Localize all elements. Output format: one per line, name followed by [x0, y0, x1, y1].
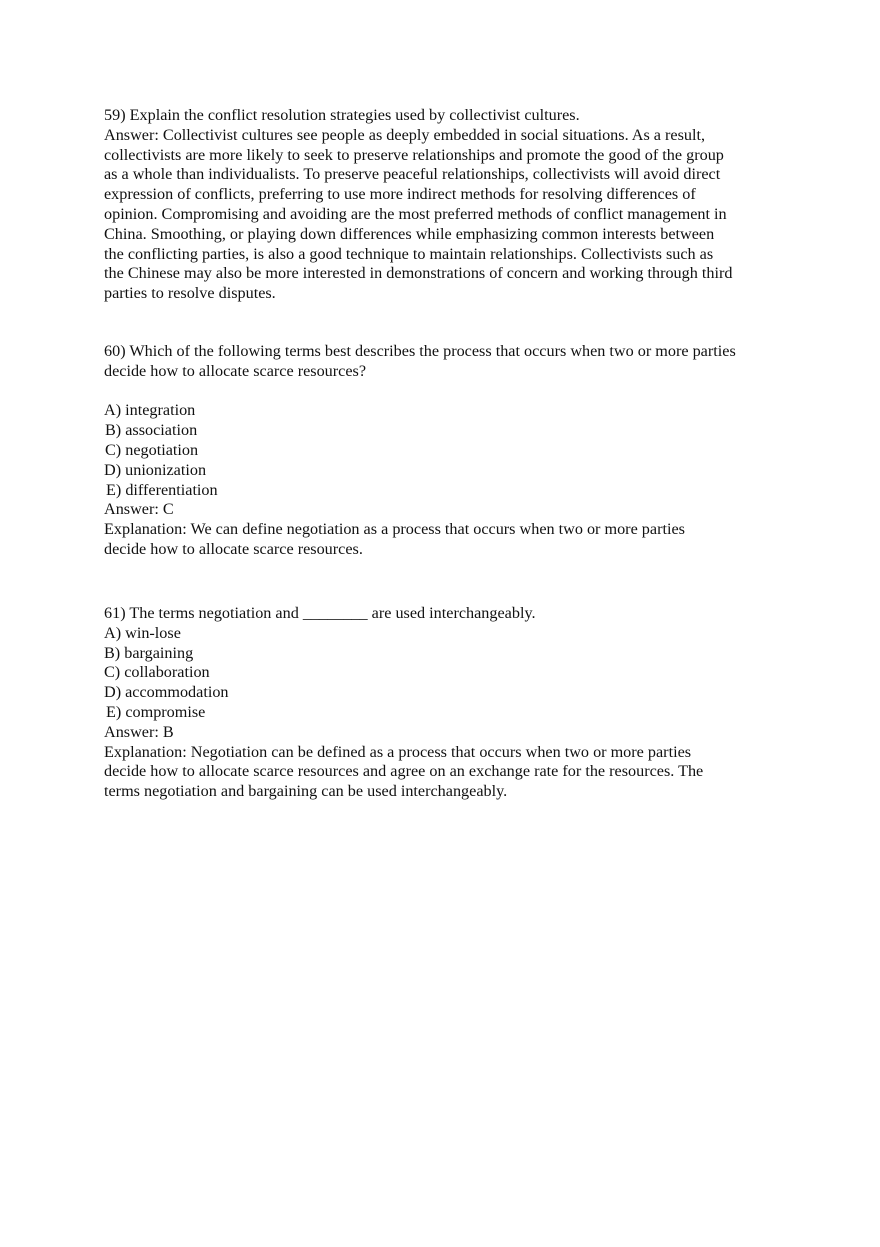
explanation-text: terms negotiation and bargaining can be used interchangeably.: [104, 782, 508, 801]
explanation-text: decide how to allocate scarce resources.: [104, 539, 363, 558]
option-b: B) bargaining: [104, 643, 194, 662]
explanation-text: Explanation: We can define negotiation as a process that occurs when two or more parties: [104, 520, 685, 539]
option-a: A) integration: [104, 401, 196, 420]
option-d: D) accommodation: [104, 683, 229, 702]
question-61: [104, 604, 794, 802]
question-text: 61) The terms negotiation and ________ are used interchangeably.: [104, 604, 536, 622]
answer-text: the Chinese may also be more interested in demonstrations of concern and working through third: [104, 264, 733, 283]
explanation-text: Explanation: Negotiation can be defined as a process that occurs when two or more parties: [104, 742, 692, 761]
answer-key: Answer: B: [104, 722, 174, 741]
answer-text: collectivists are more likely to seek to preserve relationships and promote the good of the group: [104, 145, 724, 164]
option-c: C) negotiation: [105, 440, 199, 459]
option-e: E) compromise: [106, 702, 206, 721]
question-text: decide how to allocate scarce resources?: [104, 361, 367, 380]
question-text: 59) Explain the conflict resolution strategies used by collectivist cultures.: [104, 106, 580, 124]
option-c: C) collaboration: [104, 663, 210, 682]
option-a: A) win-lose: [104, 623, 181, 642]
question-text: 60) Which of the following terms best describes the process that occurs when two or more parties: [104, 342, 736, 360]
answer-text: opinion. Compromising and avoiding are the most preferred methods of conflict management in: [104, 204, 727, 223]
answer-text: parties to resolve disputes.: [104, 284, 276, 303]
answer-key: Answer: C: [104, 500, 174, 519]
answer-text: as a whole than individualists. To preserve peaceful relationships, collectivists will avoid direct: [104, 165, 721, 184]
question-60: [104, 342, 794, 560]
question-59: [104, 106, 794, 304]
answer-text: China. Smoothing, or playing down differences while emphasizing common interests between: [104, 224, 715, 243]
option-d: D) unionization: [104, 460, 207, 479]
explanation-text: decide how to allocate scarce resources and agree on an exchange rate for the resources. The: [104, 762, 704, 781]
answer-text: Answer: Collectivist cultures see people as deeply embedded in social situations. As a result,: [104, 125, 706, 144]
option-b: B) association: [105, 421, 198, 440]
option-e: E) differentiation: [106, 480, 218, 499]
spacer: [104, 382, 794, 402]
answer-text: the conflicting parties, is also a good technique to maintain relationships. Collectivists such as: [104, 244, 714, 263]
answer-text: expression of conflicts, preferring to use more indirect methods for resolving differences of: [104, 185, 696, 204]
